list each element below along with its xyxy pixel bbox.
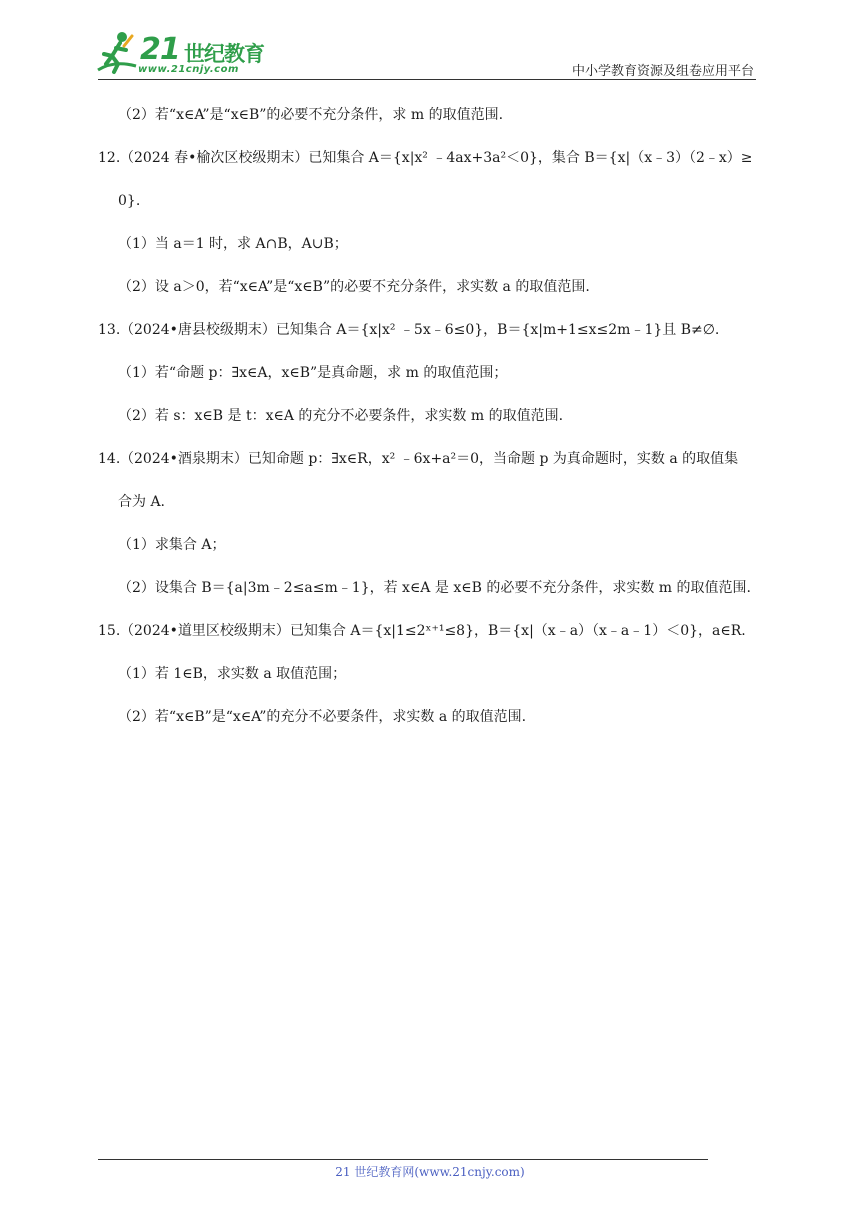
site-logo[interactable]	[94, 30, 264, 78]
question-stem	[98, 320, 762, 340]
question-stem	[98, 621, 762, 641]
question-number: 15.	[98, 623, 121, 639]
running-man-icon	[94, 30, 138, 76]
line-text: 0}.	[118, 193, 141, 209]
logo-text: 世纪教育	[184, 42, 264, 66]
question-continuation	[98, 492, 762, 512]
question-continuation	[98, 191, 762, 211]
line-text: （2）若“x∈B”是“x∈A”的充分不必要条件，求实数 a 的取值范围.	[118, 709, 527, 725]
page-header	[0, 0, 860, 80]
sub-question	[98, 105, 762, 125]
line-text: （2024•道里区校级期末）已知集合 A＝{x|1≤2ˣ⁺¹≤8}，B＝{x|（x﹣a）（x﹣a﹣1）＜0}，a∈R.	[120, 623, 746, 639]
line-text: （2024•唐县校级期末）已知集合 A＝{x|x² ﹣5x﹣6≤0}，B＝{x|m+1≤x≤2m﹣1}且 B≠∅.	[120, 322, 720, 338]
sub-question	[98, 535, 762, 555]
line-text: （2）设 a＞0，若“x∈A”是“x∈B”的必要不充分条件，求实数 a 的取值范围.	[118, 279, 590, 295]
line-text: （2024 春•榆次区校级期末）已知集合 A＝{x|x² ﹣4ax+3a²＜0}，集合 B＝{x|（x﹣3）（2﹣x）≥	[120, 150, 753, 166]
question-stem	[98, 449, 762, 469]
sub-question	[98, 707, 762, 727]
question-list	[98, 105, 762, 750]
line-text: （1）求集合 A；	[118, 537, 226, 553]
line-text: （2024•酒泉期末）已知命题 p：∃x∈R，x² ﹣6x+a²＝0，当命题 p 为真命题时，实数 a 的取值集	[120, 451, 739, 467]
logo-number: 21	[140, 32, 180, 67]
sub-question	[98, 406, 762, 426]
question-number: 14.	[98, 451, 121, 467]
sub-question	[98, 277, 762, 297]
question-stem	[98, 148, 762, 168]
sub-question	[98, 578, 762, 598]
question-number: 12.	[98, 150, 121, 166]
line-text: 合为 A.	[118, 494, 166, 510]
line-text: （1）若 1∈B，求实数 a 取值范围；	[118, 666, 347, 682]
line-text: （2）若 s：x∈B 是 t：x∈A 的充分不必要条件，求实数 m 的取值范围.	[118, 408, 564, 424]
header-divider	[98, 79, 756, 80]
sub-question	[98, 664, 762, 684]
logo-url: www.21cnjy.com	[138, 64, 239, 75]
line-text: （2）设集合 B＝{a|3m﹣2≤a≤m﹣1}，若 x∈A 是 x∈B 的必要不充分条件，求实数 m 的取值范围.	[118, 580, 751, 596]
line-text: （1）若“命题 p：∃x∈A，x∈B”是真命题，求 m 的取值范围；	[118, 365, 508, 381]
sub-question	[98, 234, 762, 254]
sub-question	[98, 363, 762, 383]
platform-name: 中小学教育资源及组卷应用平台	[571, 64, 754, 79]
line-text: （2）若“x∈A”是“x∈B”的必要不充分条件，求 m 的取值范围.	[118, 107, 504, 123]
footer-divider	[98, 1159, 708, 1160]
footer-text[interactable]: 21 世纪教育网(www.21cnjy.com)	[335, 1165, 525, 1179]
line-text: （1）当 a＝1 时，求 A∩B，A∪B；	[118, 236, 348, 252]
question-number: 13.	[98, 322, 121, 338]
